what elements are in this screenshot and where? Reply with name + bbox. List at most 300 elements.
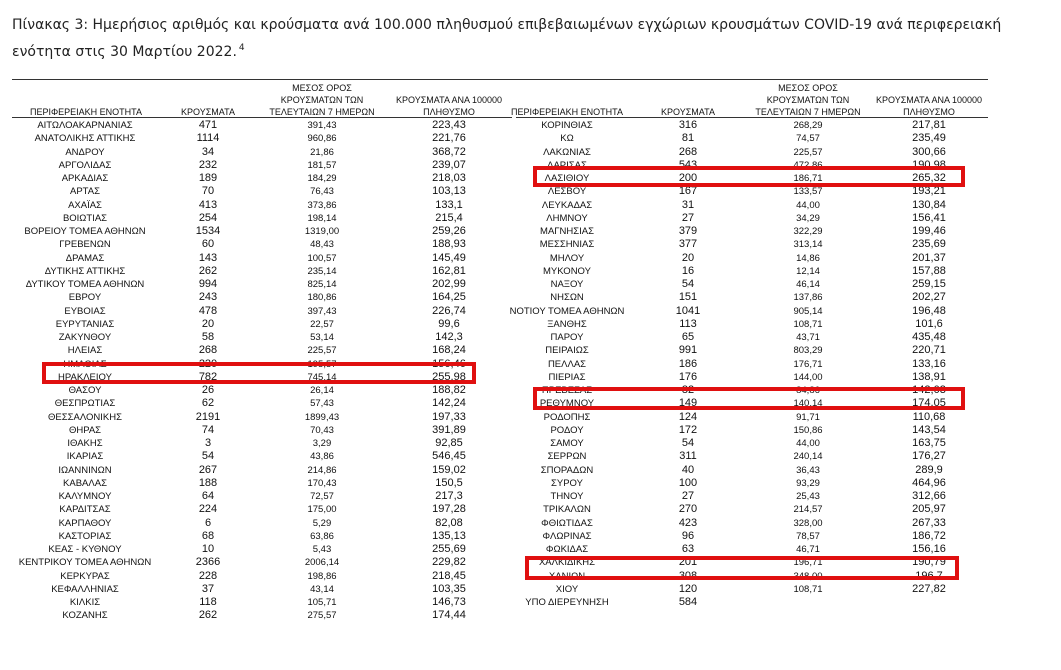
cell-cases: 188 xyxy=(198,476,218,489)
highlight-box-chanion xyxy=(525,556,959,580)
cell-avg7d: 108,71 xyxy=(793,318,823,330)
cell-per100k: 138,91 xyxy=(912,370,946,383)
cell-per100k: 146,73 xyxy=(432,596,466,608)
cell-cases: 143 xyxy=(198,251,218,264)
cell-cases: 268 xyxy=(198,344,218,357)
cell-per100k: 142,24 xyxy=(432,397,466,410)
cell-cases: 31 xyxy=(681,198,695,211)
cell-avg7d: 313,14 xyxy=(793,239,823,251)
cell-per100k: 103,35 xyxy=(432,582,466,595)
cell-region: ΣΠΟΡΑΔΩΝ xyxy=(540,464,594,476)
cell-region: ΜΗΛΟΥ xyxy=(549,252,585,264)
cell-region: ΒΟΙΩΤΙΑΣ xyxy=(62,212,108,224)
cell-avg7d: 825,14 xyxy=(307,279,337,290)
cell-per100k: 82,08 xyxy=(435,516,463,529)
cell-per100k: 239,07 xyxy=(432,158,466,171)
cell-cases: 10 xyxy=(201,543,215,555)
cell-cases: 167 xyxy=(678,185,698,198)
cell-cases: 20 xyxy=(201,317,215,330)
cell-per100k: 150,5 xyxy=(435,476,463,489)
cell-per100k: 199,46 xyxy=(912,225,946,237)
cell-cases: 316 xyxy=(678,119,698,131)
cell-region: ΧΑΝΙΩΝ xyxy=(548,570,586,582)
cell-avg7d: 43,86 xyxy=(310,451,334,463)
cell-region: ΚΟΡΙΝΘΙΑΣ xyxy=(541,120,593,131)
cell-per100k: 174,05 xyxy=(912,397,946,410)
cell-cases: 40 xyxy=(681,463,695,476)
cell-cases: 311 xyxy=(679,450,697,463)
cell-avg7d: 72,57 xyxy=(310,491,334,502)
cell-cases: 220 xyxy=(198,357,218,370)
cell-region: ΚΕΦΑΛΛΗΝΙΑΣ xyxy=(51,583,119,595)
cell-region: ΜΥΚΟΝΟΥ xyxy=(543,265,591,277)
cell-avg7d: 100,57 xyxy=(307,252,337,264)
cell-avg7d: 76,43 xyxy=(310,186,334,198)
cell-region: ΑΙΤΩΛΟΑΚΑΡΝΑΝΙΑΣ xyxy=(37,120,133,131)
cell-per100k: 174,44 xyxy=(432,609,466,622)
highlight-box-rethymnou xyxy=(533,387,965,410)
cell-avg7d: 960,86 xyxy=(307,133,337,145)
cell-per100k: 99,6 xyxy=(438,317,460,330)
cell-region: ΖΑΚΥΝΘΟΥ xyxy=(58,332,112,343)
cell-avg7d: 150,86 xyxy=(793,424,823,436)
cell-region: ΥΠΟ ΔΙΕΡΕΥΝΗΣΗ xyxy=(525,597,609,608)
footnote-marker: 4 xyxy=(238,43,245,53)
cell-cases: 54 xyxy=(201,450,215,463)
cell-avg7d: 91,71 xyxy=(796,411,820,423)
cell-cases: 27 xyxy=(681,211,695,224)
cell-per100k: 312,66 xyxy=(912,490,946,502)
cell-region: ΡΕΘΥΜΝΟΥ xyxy=(539,398,595,410)
cell-cases: 20 xyxy=(681,251,695,264)
cell-avg7d: 43,14 xyxy=(310,583,334,595)
cell-cases: 27 xyxy=(681,490,695,502)
cell-cases: 478 xyxy=(198,304,218,317)
header-rule-right xyxy=(516,117,988,118)
cell-cases: 118 xyxy=(199,596,217,608)
cell-avg7d: 170,43 xyxy=(307,477,337,489)
header-per100k-line1: ΚΡΟΥΣΜΑΤΑ ΑΝΑ 100000 xyxy=(876,95,982,105)
header-region-left: ΠΕΡΙΦΕΡΕΙΑΚΗ ΕΝΟΤΗΤΑ xyxy=(29,107,143,117)
cell-region: ΔΥΤΙΚΗΣ ΑΤΤΙΚΗΣ xyxy=(44,265,126,277)
cell-avg7d: 391,43 xyxy=(307,120,337,131)
header-per100k-line1: ΚΡΟΥΣΜΑΤΑ ΑΝΑ 100000 xyxy=(396,95,502,105)
cell-per100k: 92,85 xyxy=(435,437,463,449)
cell-avg7d: 225,57 xyxy=(793,146,823,158)
cell-per100k: 190,79 xyxy=(912,556,946,569)
cell-cases: 37 xyxy=(201,582,215,595)
cell-cases: 63 xyxy=(681,543,695,555)
cell-region: ΑΡΤΑΣ xyxy=(70,186,100,198)
cell-avg7d: 2006,14 xyxy=(304,557,340,569)
cell-per100k: 229,82 xyxy=(432,556,466,569)
cell-region: ΛΑΡΙΣΑΣ xyxy=(547,159,587,171)
cell-avg7d: 1319,00 xyxy=(304,226,340,237)
cell-per100k: 197,28 xyxy=(432,503,466,516)
cell-cases: 64 xyxy=(201,490,215,502)
cell-per100k: 259,26 xyxy=(432,225,466,237)
cell-cases: 200 xyxy=(678,172,698,184)
cell-cases: 54 xyxy=(681,278,695,290)
cell-per100k: 133,1 xyxy=(435,198,463,211)
cell-per100k: 110,68 xyxy=(912,410,946,423)
cell-cases: 124 xyxy=(678,410,698,423)
cell-region: ΗΛΕΙΑΣ xyxy=(67,345,103,357)
highlight-box-lasithiou xyxy=(533,166,965,187)
cell-cases: 70 xyxy=(201,185,215,198)
cell-region: ΛΑΚΩΝΙΑΣ xyxy=(543,146,591,158)
cell-cases: 34 xyxy=(201,145,215,158)
cell-per100k: 197,33 xyxy=(432,410,466,423)
cell-cases: 262 xyxy=(198,609,218,622)
header-cases-right: ΚΡΟΥΣΜΑΤΑ xyxy=(661,107,715,117)
cell-cases: 268 xyxy=(678,145,698,158)
cell-region: ΘΑΣΟΥ xyxy=(68,385,102,396)
cell-cases: 186 xyxy=(678,357,698,370)
cell-cases: 991 xyxy=(678,344,698,357)
cell-avg7d: 137,86 xyxy=(793,292,823,304)
header-avg-line3: ΤΕΛΕΥΤΑΙΩΝ 7 ΗΜΕΡΩΝ xyxy=(269,107,375,117)
cell-per100k: 368,72 xyxy=(432,145,466,158)
cell-avg7d: 44,00 xyxy=(796,199,820,211)
cell-per100k: 145,49 xyxy=(432,251,466,264)
cell-region: ΘΕΣΣΑΛΟΝΙΚΗΣ xyxy=(48,411,122,423)
cell-region: ΠΕΛΛΑΣ xyxy=(547,358,587,370)
cell-avg7d: 70,43 xyxy=(310,424,334,436)
cell-cases: 82 xyxy=(681,384,695,396)
cell-region: ΗΡΑΚΛΕΙΟΥ xyxy=(58,371,112,383)
cell-region: ΡΟΔΟΠΗΣ xyxy=(543,411,591,423)
cell-avg7d: 348,00 xyxy=(793,570,823,582)
cell-per100k: 235,69 xyxy=(912,238,946,251)
cell-region: ΓΡΕΒΕΝΩΝ xyxy=(59,239,111,251)
cell-avg7d: 472,86 xyxy=(793,159,823,171)
cell-avg7d: 140,14 xyxy=(793,398,823,410)
cell-region: ΤΗΝΟΥ xyxy=(550,491,584,502)
cell-avg7d: 53,14 xyxy=(310,332,334,343)
cell-per100k: 143,54 xyxy=(912,423,946,436)
cell-region: ΚΩ xyxy=(560,133,574,145)
cell-avg7d: 108,71 xyxy=(793,583,823,595)
cell-avg7d: 3,29 xyxy=(312,438,332,449)
cell-per100k: 267,33 xyxy=(912,516,946,529)
caption-text: Πίνακας 3: Ημερήσιος αριθμός και κρούσματα ανά 100.000 πληθυσμού επιβεβαιωμένων εγχώριων κρουσμάτων COVID-19 ανά περιφερειακή ενότητα στις 30 Μαρτίου 2022. xyxy=(12,17,1002,60)
header-per100k-line2: ΠΛΗΘΥΣΜΟ xyxy=(423,107,475,117)
cell-region: ΛΕΣΒΟΥ xyxy=(547,186,587,198)
cell-cases: 2191 xyxy=(195,410,221,423)
cell-region: ΡΟΔΟΥ xyxy=(550,424,584,436)
cell-region: ΚΑΒΑΛΑΣ xyxy=(63,477,107,489)
table-top-rule xyxy=(12,79,988,80)
cell-region: ΚΑΣΤΟΡΙΑΣ xyxy=(58,530,112,542)
cell-cases: 54 xyxy=(681,437,695,449)
cell-avg7d: 26,14 xyxy=(310,385,334,396)
cell-region: ΚΟΖΑΝΗΣ xyxy=(62,610,108,622)
cell-cases: 74 xyxy=(201,423,215,436)
cell-per100k: 202,99 xyxy=(432,278,466,290)
cell-cases: 62 xyxy=(201,397,215,410)
cell-region: ΛΕΥΚΑΔΑΣ xyxy=(541,199,593,211)
cell-per100k: 202,27 xyxy=(912,291,946,304)
cell-region: ΚΙΛΚΙΣ xyxy=(69,597,101,608)
table-caption xyxy=(12,14,1012,64)
header-per100k-line2: ΠΛΗΘΥΣΜΟ xyxy=(903,107,955,117)
cell-cases: 3 xyxy=(204,437,212,449)
cell-cases: 267 xyxy=(198,463,218,476)
cell-avg7d: 46,14 xyxy=(796,279,820,290)
cell-per100k: 186,72 xyxy=(912,529,946,542)
cell-region: ΑΧΑΪΑΣ xyxy=(68,199,102,211)
cell-cases: 68 xyxy=(201,529,215,542)
cell-per100k: 196,48 xyxy=(912,304,946,317)
header-avg-right xyxy=(748,83,868,118)
cell-cases: 2366 xyxy=(195,556,221,569)
cell-avg7d: 34,29 xyxy=(796,212,820,224)
cell-avg7d: 186,71 xyxy=(793,173,823,184)
cell-per100k: 227,82 xyxy=(912,582,946,595)
cell-per100k: 259,15 xyxy=(912,278,946,290)
header-avg-line1: ΜΕΣΟΣ ΟΡΟΣ xyxy=(778,83,838,93)
cell-avg7d: 275,57 xyxy=(307,610,337,622)
cell-avg7d: 175,00 xyxy=(307,504,337,516)
cell-region: ΠΑΡΟΥ xyxy=(550,332,584,343)
cell-per100k: 205,97 xyxy=(912,503,946,516)
cell-cases: 543 xyxy=(678,158,698,171)
cell-cases: 26 xyxy=(201,384,215,396)
cell-per100k: 226,74 xyxy=(432,304,466,317)
cell-avg7d: 84,86 xyxy=(796,385,820,396)
cell-per100k: 255,98 xyxy=(432,370,466,383)
cell-cases: 243 xyxy=(198,291,218,304)
cell-per100k: 188,93 xyxy=(432,238,466,251)
cell-per100k: 289,9 xyxy=(915,463,943,476)
cell-avg7d: 184,29 xyxy=(307,173,337,184)
cell-region: ΔΡΑΜΑΣ xyxy=(65,252,105,264)
cell-avg7d: 74,57 xyxy=(796,133,820,145)
cell-per100k: 217,3 xyxy=(435,490,463,502)
cell-cases: 782 xyxy=(198,370,218,383)
cell-region: ΚΕΡΚΥΡΑΣ xyxy=(60,570,110,582)
cell-avg7d: 240,14 xyxy=(793,451,823,463)
cell-avg7d: 43,71 xyxy=(796,332,820,343)
cell-per100k: 159,02 xyxy=(432,463,466,476)
cell-avg7d: 5,43 xyxy=(312,544,332,555)
cell-cases: 58 xyxy=(201,331,215,343)
cell-avg7d: 48,43 xyxy=(310,239,334,251)
cell-cases: 224 xyxy=(198,503,218,516)
cell-region: ΑΝΔΡΟΥ xyxy=(65,146,105,158)
cell-region: ΛΑΣΙΘΙΟΥ xyxy=(544,173,590,184)
cell-cases: 1041 xyxy=(675,304,701,317)
cell-avg7d: 322,29 xyxy=(793,226,823,237)
cell-avg7d: 22,57 xyxy=(310,318,334,330)
cell-region: ΚΕΝΤΡΙΚΟΥ ΤΟΜΕΑ ΑΘΗΝΩΝ xyxy=(18,557,152,569)
cell-region: ΑΝΑΤΟΛΙΚΗΣ ΑΤΤΙΚΗΣ xyxy=(34,133,136,145)
cell-cases: 413 xyxy=(198,198,218,211)
cell-per100k: 133,16 xyxy=(912,357,946,370)
cell-region: ΒΟΡΕΙΟΥ ΤΟΜΕΑ ΑΘΗΝΩΝ xyxy=(24,226,146,237)
cell-per100k: 135,13 xyxy=(432,529,466,542)
cell-cases: 471 xyxy=(198,119,218,131)
cell-cases: 994 xyxy=(198,278,218,290)
cell-cases: 584 xyxy=(678,596,698,608)
cell-avg7d: 198,86 xyxy=(307,570,337,582)
cell-region: ΞΑΝΘΗΣ xyxy=(547,318,587,330)
cell-cases: 423 xyxy=(678,516,698,529)
cell-region: ΕΥΡΥΤΑΝΙΑΣ xyxy=(55,318,115,330)
cell-per100k: 163,75 xyxy=(912,437,946,449)
cell-region: ΣΥΡΟΥ xyxy=(551,477,583,489)
cell-region: ΦΩΚΙΔΑΣ xyxy=(545,544,589,555)
cell-region: ΙΘΑΚΗΣ xyxy=(67,438,103,449)
cell-cases: 96 xyxy=(681,529,695,542)
cell-per100k: 176,27 xyxy=(912,450,946,463)
header-cases-left: ΚΡΟΥΣΜΑΤΑ xyxy=(181,107,235,117)
cell-cases: 81 xyxy=(681,132,695,145)
cell-cases: 120 xyxy=(678,582,698,595)
cell-avg7d: 105,71 xyxy=(307,597,337,608)
cell-avg7d: 46,71 xyxy=(796,544,820,555)
cell-cases: 262 xyxy=(198,264,218,277)
cell-per100k: 157,88 xyxy=(912,264,946,277)
cell-avg7d: 225,57 xyxy=(307,345,337,357)
cell-avg7d: 57,43 xyxy=(310,398,334,410)
cell-cases: 232 xyxy=(198,158,218,171)
cell-avg7d: 268,29 xyxy=(793,120,823,131)
cell-region: ΝΟΤΙΟΥ ΤΟΜΕΑ ΑΘΗΝΩΝ xyxy=(509,305,625,317)
cell-per100k: 546,45 xyxy=(432,450,466,463)
cell-region: ΚΑΛΥΜΝΟΥ xyxy=(58,491,112,502)
cell-per100k: 218,03 xyxy=(432,172,466,184)
cell-per100k: 193,21 xyxy=(912,185,946,198)
cell-cases: 149 xyxy=(678,397,698,410)
cell-per100k: 220,71 xyxy=(912,344,946,357)
cell-avg7d: 373,86 xyxy=(307,199,337,211)
cell-region: ΕΥΒΟΙΑΣ xyxy=(64,305,106,317)
cell-region: ΘΕΣΠΡΩΤΙΑΣ xyxy=(54,398,116,410)
cell-per100k: 215,4 xyxy=(435,211,463,224)
cell-region: ΜΑΓΝΗΣΙΑΣ xyxy=(540,226,594,237)
cell-per100k: 235,49 xyxy=(912,132,946,145)
cell-cases: 254 xyxy=(198,211,218,224)
cell-region: ΠΡΕΒΕΖΑΣ xyxy=(541,385,593,396)
cell-per100k: 142,3 xyxy=(435,331,463,343)
header-region-right: ΠΕΡΙΦΕΡΕΙΑΚΗ ΕΝΟΤΗΤΑ xyxy=(510,107,624,117)
cell-per100k: 103,13 xyxy=(432,185,466,198)
cell-avg7d: 14,86 xyxy=(796,252,820,264)
cell-avg7d: 905,14 xyxy=(793,305,823,317)
cell-cases: 60 xyxy=(201,238,215,251)
cell-avg7d: 12,14 xyxy=(796,265,820,277)
cell-cases: 113 xyxy=(679,317,697,330)
cell-region: ΣΑΜΟΥ xyxy=(550,438,584,449)
cell-per100k: 156,41 xyxy=(912,211,946,224)
cell-region: ΙΩΑΝΝΙΝΩΝ xyxy=(58,464,112,476)
cell-per100k: 223,43 xyxy=(432,119,466,131)
cell-per100k: 300,66 xyxy=(912,145,946,158)
cell-region: ΧΑΛΚΙΔΙΚΗΣ xyxy=(538,557,596,569)
cell-avg7d: 133,57 xyxy=(793,186,823,198)
header-rule-left xyxy=(12,117,512,118)
cell-region: ΦΛΩΡΙΝΑΣ xyxy=(542,530,592,542)
cell-cases: 151 xyxy=(678,291,698,304)
cell-avg7d: 397,43 xyxy=(307,305,337,317)
cell-region: ΗΜΑΘΙΑΣ xyxy=(63,358,107,370)
header-avg-line1: ΜΕΣΟΣ ΟΡΟΣ xyxy=(292,83,352,93)
cell-region: ΕΒΡΟΥ xyxy=(68,292,102,304)
cell-cases: 176 xyxy=(678,370,698,383)
cell-per100k: 255,69 xyxy=(432,543,466,555)
cell-cases: 270 xyxy=(678,503,698,516)
cell-avg7d: 144,00 xyxy=(793,371,823,383)
cell-cases: 172 xyxy=(678,423,698,436)
cell-cases: 6 xyxy=(204,516,212,529)
cell-region: ΑΡΚΑΔΙΑΣ xyxy=(61,173,109,184)
cell-avg7d: 176,71 xyxy=(793,358,823,370)
cell-region: ΜΕΣΣΗΝΙΑΣ xyxy=(539,239,595,251)
cell-avg7d: 235,14 xyxy=(307,265,337,277)
cell-avg7d: 1899,43 xyxy=(304,411,340,423)
header-avg-left xyxy=(262,83,382,118)
cell-avg7d: 25,43 xyxy=(796,491,820,502)
cell-cases: 1534 xyxy=(195,225,221,237)
cell-per100k: 196,7 xyxy=(915,569,943,582)
cell-per100k: 217,81 xyxy=(912,119,946,131)
cell-per100k: 168,24 xyxy=(432,344,466,357)
cell-region: ΝΑΞΟΥ xyxy=(550,279,584,290)
cell-per100k: 435,48 xyxy=(912,331,946,343)
cell-region: ΚΑΡΠΑΘΟΥ xyxy=(58,517,112,529)
cell-per100k: 164,25 xyxy=(432,291,466,304)
cell-per100k: 221,76 xyxy=(432,132,466,145)
cell-cases: 377 xyxy=(678,238,698,251)
cell-avg7d: 196,71 xyxy=(793,557,823,569)
cell-region: ΚΕΑΣ - ΚΥΘΝΟΥ xyxy=(48,544,122,555)
cell-region: ΝΗΣΩΝ xyxy=(550,292,584,304)
cell-region: ΛΗΜΝΟΥ xyxy=(546,212,588,224)
cell-cases: 16 xyxy=(681,264,695,277)
cell-cases: 379 xyxy=(678,225,698,237)
cell-avg7d: 214,86 xyxy=(307,464,337,476)
header-per100k-right xyxy=(864,95,994,118)
cell-avg7d: 181,57 xyxy=(307,159,337,171)
cell-cases: 228 xyxy=(198,569,218,582)
cell-region: ΙΚΑΡΙΑΣ xyxy=(66,451,104,463)
cell-avg7d: 93,29 xyxy=(796,477,820,489)
cell-region: ΤΡΙΚΑΛΩΝ xyxy=(543,504,591,516)
cell-region: ΣΕΡΡΩΝ xyxy=(547,451,587,463)
cell-avg7d: 44,00 xyxy=(796,438,820,449)
cell-avg7d: 5,29 xyxy=(312,517,332,529)
cell-region: ΑΡΓΟΛΙΔΑΣ xyxy=(58,159,112,171)
cell-cases: 201 xyxy=(678,556,698,569)
cell-region: ΘΗΡΑΣ xyxy=(68,424,102,436)
cell-avg7d: 198,14 xyxy=(307,212,337,224)
cell-region: ΠΕΙΡΑΙΩΣ xyxy=(545,345,589,357)
cell-per100k: 201,37 xyxy=(912,251,946,264)
cell-avg7d: 180,86 xyxy=(307,292,337,304)
cell-avg7d: 745,14 xyxy=(307,371,337,383)
cell-avg7d: 63,86 xyxy=(310,530,334,542)
cell-per100k: 156,16 xyxy=(912,543,946,555)
cell-per100k: 156,46 xyxy=(432,357,466,370)
cell-per100k: 101,6 xyxy=(915,317,943,330)
cell-avg7d: 21,86 xyxy=(310,146,334,158)
cell-avg7d: 78,57 xyxy=(796,530,820,542)
cell-region: ΚΑΡΔΙΤΣΑΣ xyxy=(59,504,111,516)
cell-cases: 308 xyxy=(678,569,698,582)
cell-region: ΔΥΤΙΚΟΥ ΤΟΜΕΑ ΑΘΗΝΩΝ xyxy=(25,279,145,290)
